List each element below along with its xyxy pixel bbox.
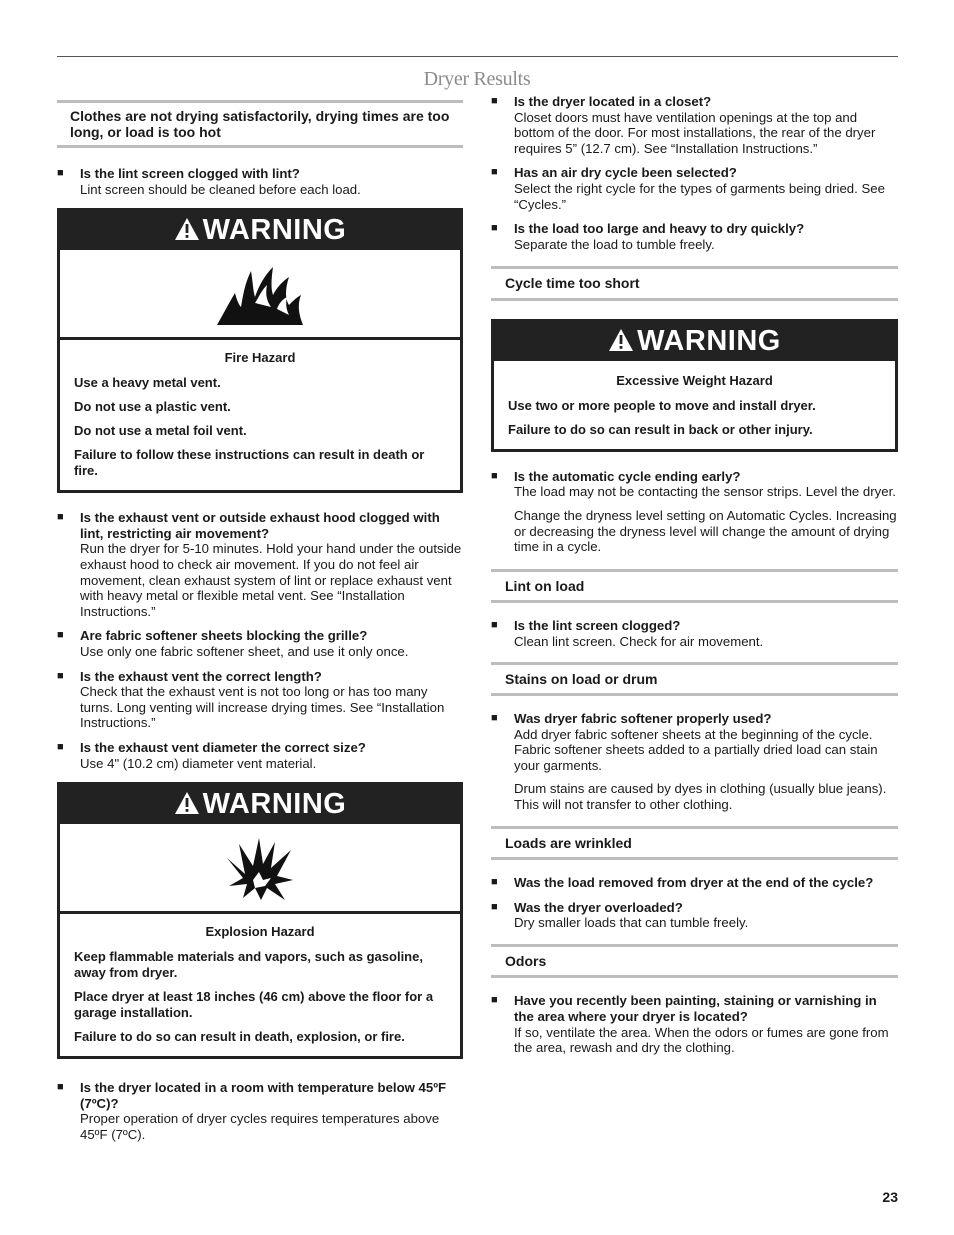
qa-item: [491, 165, 898, 212]
bullet-icon: ■: [57, 629, 64, 642]
warning-line: Do not use a plastic vent.: [74, 399, 231, 415]
warning-line: Keep flammable materials and vapors, such as gasoline, away from dryer.: [74, 949, 423, 981]
qa-item: [57, 166, 463, 197]
warning-triangle-icon: [608, 325, 634, 361]
question: Was the load removed from dryer at the end of the cycle?: [514, 875, 874, 891]
warning-title: [60, 785, 460, 824]
top-rule: [57, 56, 898, 57]
bullet-icon: ■: [491, 166, 498, 179]
page-number: 23: [882, 1189, 898, 1205]
question: Is the exhaust vent diameter the correct size?: [80, 739, 366, 755]
warning-line: Place dryer at least 18 inches (46 cm) above the floor for a garage installation.: [74, 989, 434, 1021]
qa-item: [57, 1080, 463, 1142]
warning-box-weight: [491, 319, 898, 452]
warning-line: Do not use a metal foil vent.: [74, 423, 247, 439]
question: Was the dryer overloaded?: [514, 899, 683, 915]
answer: If so, ventilate the area. When the odors or fumes are gone from the area, rewash and dry the clothing.: [514, 1024, 889, 1056]
qa-item: [57, 740, 463, 771]
hazard-label: Excessive Weight Hazard: [616, 372, 773, 388]
warning-box-fire: [57, 208, 463, 493]
qa-item: [57, 510, 463, 619]
bullet-icon: ■: [491, 994, 498, 1007]
question: Is the dryer located in a closet?: [514, 94, 712, 109]
bullet-icon: ■: [491, 469, 498, 482]
answer: Run the dryer for 5-10 minutes. Hold your hand under the outside exhaust hood to check air movement. If you do not feel air movement, clean exhaust system of lint or replace exhaust vent with heavy metal or flexible metal vent. See “Installation Instructions.”: [80, 541, 462, 619]
answer: Separate the load to tumble freely.: [514, 236, 715, 252]
bullet-icon: ■: [57, 740, 64, 753]
warning-body: [60, 340, 460, 490]
bullet-icon: ■: [57, 669, 64, 682]
qa-item: [491, 993, 898, 1055]
answer: Add dryer fabric softener sheets at the beginning of the cycle. Fabric softener sheets added to a partially dried load can stain your garments.: [514, 726, 878, 773]
question: Is the lint screen clogged with lint?: [80, 166, 300, 181]
warning-title: [60, 211, 460, 250]
bullet-icon: ■: [491, 619, 498, 632]
warning-line: Use a heavy metal vent.: [74, 375, 221, 391]
section-heading-stains: Stains on load or drum: [491, 662, 898, 697]
section-heading-lint: Lint on load: [491, 569, 898, 604]
qa-item: [491, 469, 898, 555]
answer: Use 4" (10.2 cm) diameter vent material.: [80, 755, 317, 771]
bullet-icon: ■: [491, 876, 498, 889]
answer: Select the right cycle for the types of garments being dried. See “Cycles.”: [514, 180, 885, 212]
warning-title: [494, 322, 895, 361]
answer-continued: Change the dryness level setting on Automatic Cycles. Increasing or decreasing the dryness level will change the amount of drying time in a cycle.: [514, 508, 897, 555]
answer: Proper operation of dryer cycles requires temperatures above 45ºF (7ºC).: [80, 1111, 440, 1142]
qa-item: [491, 94, 898, 156]
question: Is the exhaust vent or outside exhaust hood clogged with lint, restricting air movement?: [80, 510, 440, 541]
section-heading-not-drying: Clothes are not drying satisfactorily, drying times are too long, or load is too hot: [57, 100, 463, 148]
bullet-icon: ■: [491, 712, 498, 724]
right-column: [491, 94, 898, 1056]
question: Was dryer fabric softener properly used?: [514, 711, 772, 726]
warning-triangle-icon: [174, 214, 200, 250]
question: Is the load too large and heavy to dry quickly?: [514, 221, 805, 237]
qa-item: [491, 618, 898, 649]
warning-line: Use two or more people to move and install dryer.: [508, 397, 816, 413]
hazard-label: Explosion Hazard: [205, 924, 315, 940]
section-heading-wrinkled: Loads are wrinkled: [491, 826, 898, 861]
answer: Clean lint screen. Check for air movement.: [514, 633, 764, 649]
warning-line: Failure to follow these instructions can result in death or fire.: [74, 447, 425, 479]
bullet-icon: ■: [491, 900, 498, 913]
warning-body: [494, 361, 895, 449]
warning-line: Failure to do so can result in back or other injury.: [508, 421, 813, 437]
question: Is the dryer located in a room with temperature below 45ºF (7ºC)?: [80, 1080, 447, 1111]
answer: Check that the exhaust vent is not too long or has too many turns. Long venting will increase drying times. See “Installation Instructions.”: [80, 684, 445, 731]
warning-label: WARNING: [637, 324, 781, 357]
warning-line: Failure to do so can result in death, explosion, or fire.: [74, 1029, 405, 1045]
bullet-icon: ■: [57, 1081, 64, 1094]
qa-item: [491, 711, 898, 813]
question: Has an air dry cycle been selected?: [514, 165, 737, 181]
question: Have you recently been painting, staining or varnishing in the area where your dryer is located?: [514, 993, 877, 1024]
warning-label: WARNING: [202, 788, 347, 821]
warning-label: WARNING: [202, 214, 347, 247]
warning-triangle-icon: [174, 788, 200, 824]
bullet-icon: ■: [57, 167, 64, 179]
answer: The load may not be contacting the sensor strips. Level the dryer.: [514, 484, 896, 500]
answer: Lint screen should be cleaned before each load.: [80, 181, 361, 197]
warning-body: [60, 914, 460, 1056]
answer: Dry smaller loads that can tumble freely.: [514, 915, 749, 931]
bullet-icon: ■: [491, 95, 498, 107]
qa-item: [57, 628, 463, 659]
question: Is the exhaust vent the correct length?: [80, 668, 322, 684]
page-title: Dryer Results: [423, 68, 531, 90]
section-heading-cycle-short: Cycle time too short: [491, 266, 898, 301]
warning-box-explosion: [57, 782, 463, 1059]
section-heading-odors: Odors: [491, 944, 898, 979]
question: Is the automatic cycle ending early?: [514, 468, 741, 484]
hazard-label: Fire Hazard: [224, 350, 296, 366]
qa-item: [491, 221, 898, 252]
bullet-icon: ■: [57, 511, 64, 524]
bullet-icon: ■: [491, 222, 498, 235]
left-column: [57, 100, 463, 1142]
question: Is the lint screen clogged?: [514, 618, 681, 634]
answer: Use only one fabric softener sheet, and use it only once.: [80, 643, 409, 659]
qa-item: [491, 875, 898, 891]
answer-continued: Drum stains are caused by dyes in clothing (usually blue jeans). This will not transfer to other clothing.: [514, 781, 887, 812]
question: Are fabric softener sheets blocking the grille?: [80, 628, 368, 644]
answer: Closet doors must have ventilation openings at the top and bottom of the door. For most installations, the rear of the dryer requires 5” (12.7 cm). See “Installation Instructions.”: [514, 109, 876, 156]
fire-icon: [60, 250, 460, 340]
qa-item: [491, 900, 898, 931]
explosion-icon: [60, 824, 460, 914]
qa-item: [57, 669, 463, 731]
